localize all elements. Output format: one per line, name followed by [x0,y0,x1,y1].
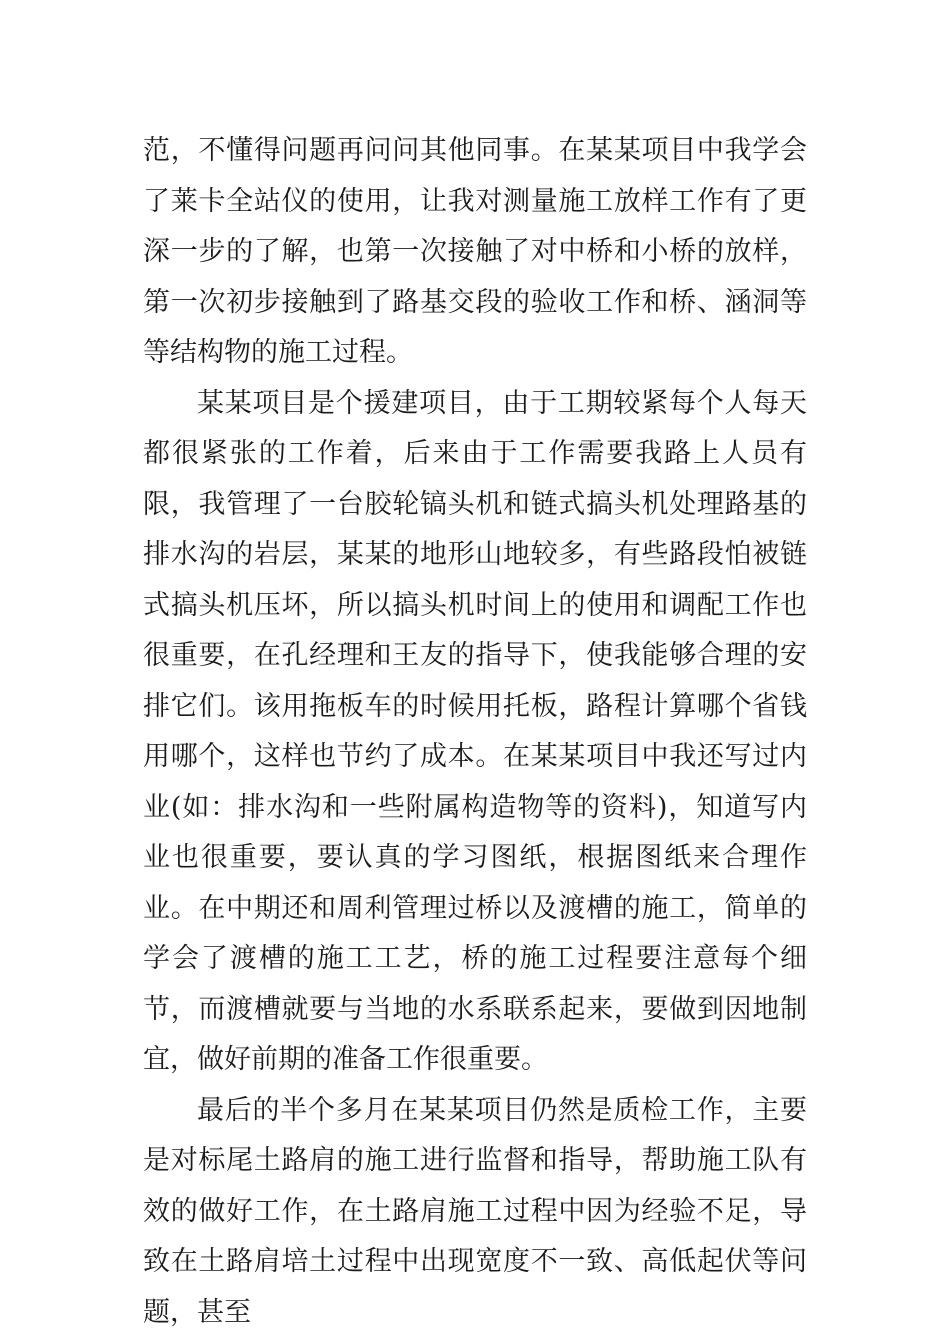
paragraph-continuation: 范，不懂得问题再问问其他同事。在某某项目中我学会了莱卡全站仪的使用，让我对测量施工放样工作有了更深一步的了解，也第一次接触了对中桥和小桥的放样，第一次初步接触到了路基交段的验收工作和桥、涵洞等等结构物的施工过程。 [143,135,807,368]
document-body [143,126,807,1338]
paragraph-project-work: 某某项目是个援建项目，由于工期较紧每个人每天都很紧张的工作着，后来由于工作需要我路上人员有限，我管理了一台胶轮镐头机和链式搞头机处理路基的排水沟的岩层，某某的地形山地较多，有些路段怕被链式搞头机压坏，所以搞头机时间上的使用和调配工作也很重要，在孔经理和王友的指导下，使我能够合理的安排它们。该用拖板车的时候用托板，路程计算哪个省钱用哪个，这样也节约了成本。在某某项目中我还写过内业(如：排水沟和一些附属构造物等的资料)，知道写内业也很重要，要认真的学习图纸，根据图纸来合理作业。在中期还和周利管理过桥以及渡槽的施工，简单的学会了渡槽的施工工艺，桥的施工过程要注意每个细节，而渡槽就要与当地的水系联系起来，要做到因地制宜，做好前期的准备工作很重要。 [143,387,807,1075]
paragraph-quality-inspection: 最后的半个多月在某某项目仍然是质检工作，主要是对标尾土路肩的施工进行监督和指导，帮助施工队有效的做好工作，在土路肩施工过程中因为经验不足，导致在土路肩培土过程中出现宽度不一致、高低起伏等问题，甚至 [143,1094,807,1328]
